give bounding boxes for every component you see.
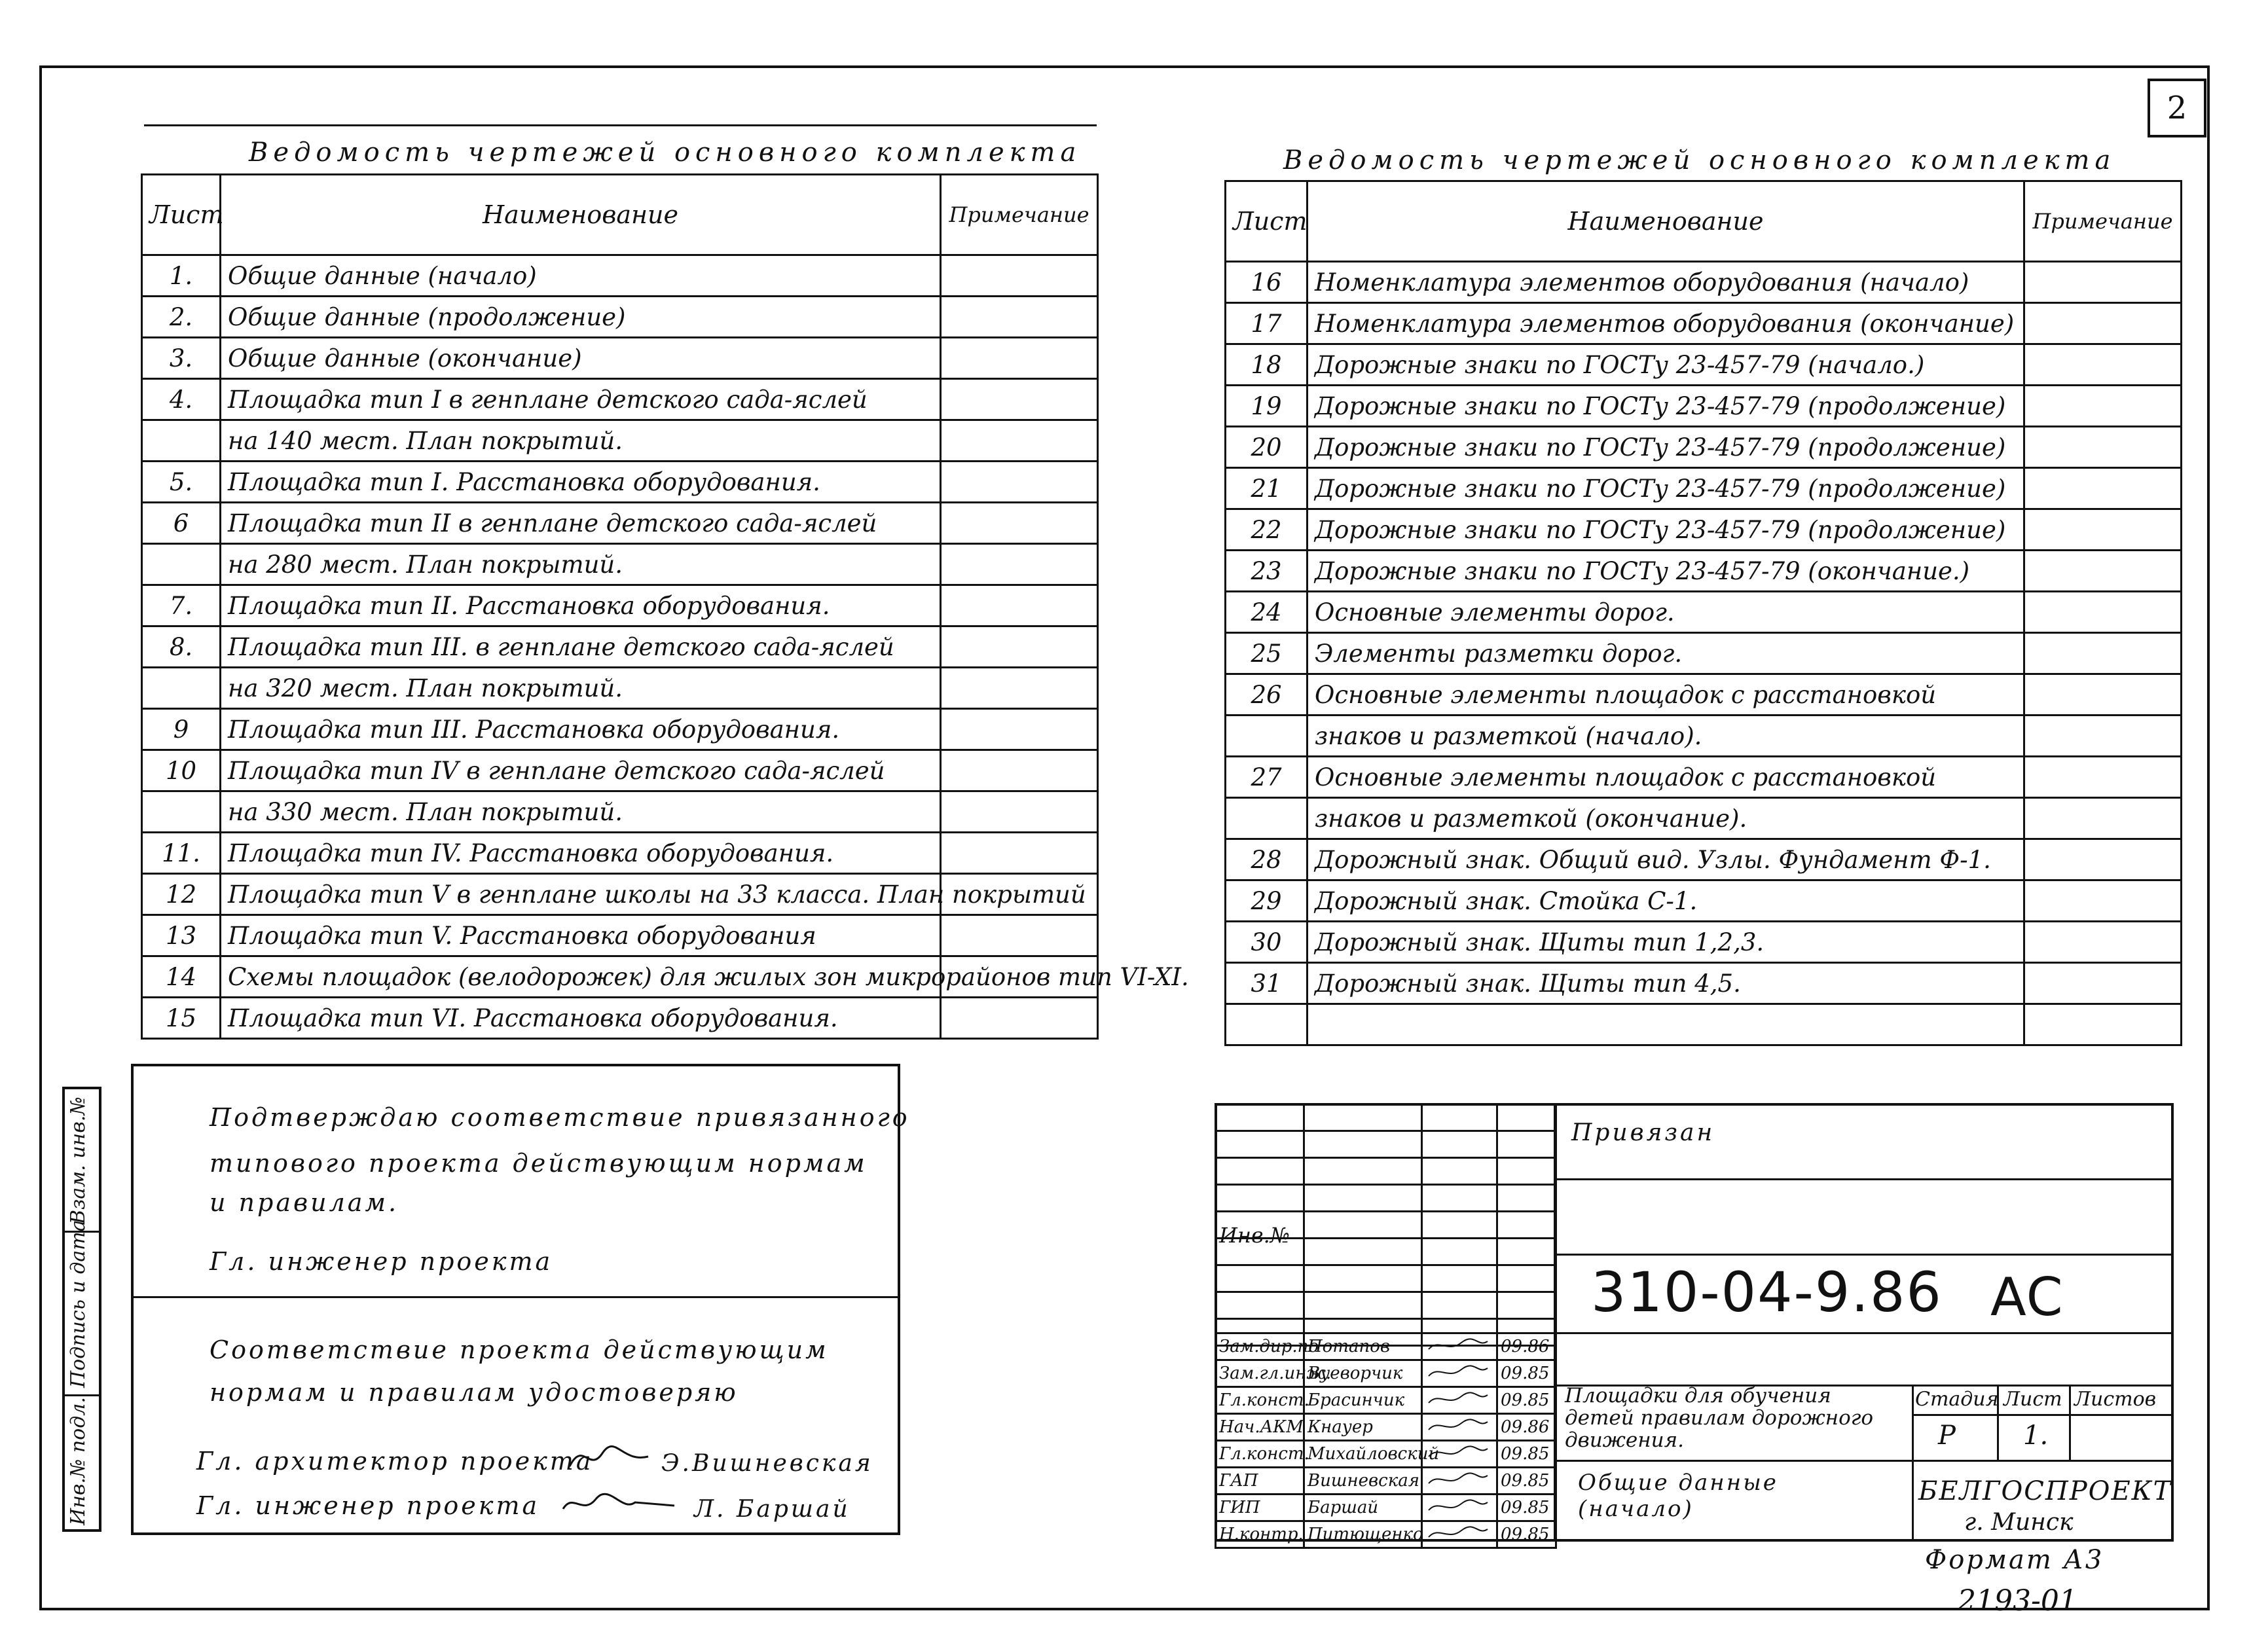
table-row xyxy=(142,544,1098,585)
organization: БЕЛГОСПРОЕКТ xyxy=(1918,1476,2172,1506)
sheet-title-cell: Дорожный знак. Стойка С-1. xyxy=(1308,880,2024,922)
header-name: Наименование xyxy=(1308,181,2024,262)
sheet-title-cell: на 280 мест. План покрытий. xyxy=(221,544,941,585)
person-name: Михайловский xyxy=(1304,1441,1422,1468)
note-cell xyxy=(941,833,1098,874)
note-cell xyxy=(2024,551,2182,592)
sheet-title-cell: Площадка тип I. Расстановка оборудования. xyxy=(221,462,941,503)
architect-role: Гл. архитектор проекта xyxy=(196,1447,594,1476)
person-date: 09.85 xyxy=(1497,1387,1556,1414)
person-role: Зам.дир.по xyxy=(1216,1333,1304,1360)
stamp-empty-cell xyxy=(1304,1239,1422,1265)
sheet-number-cell: 9 xyxy=(142,709,221,750)
stamp-empty-row xyxy=(1216,1104,1556,1131)
person-name: Баршай xyxy=(1304,1495,1422,1521)
stamp-empty-cell xyxy=(1497,1265,1556,1292)
table-row xyxy=(142,420,1098,462)
object-name: Площадки для обучения детей правилам дорожного движения. xyxy=(1565,1384,1874,1452)
stamp-stage-div2 xyxy=(2069,1385,2071,1460)
table-row xyxy=(142,998,1098,1039)
person-name: Вишневская xyxy=(1304,1468,1422,1495)
side-label-replacement: Взам. инв.№ xyxy=(67,1096,90,1224)
person-name: Питющенко xyxy=(1304,1521,1422,1548)
stamp-empty-cell xyxy=(1497,1104,1556,1131)
table-row xyxy=(142,338,1098,379)
stamp-vertical-divider xyxy=(1554,1103,1556,1542)
sheet-number-cell: 25 xyxy=(1226,633,1308,674)
note-cell xyxy=(941,462,1098,503)
sheet-label: Лист xyxy=(2003,1388,2062,1411)
confirm-engineer: Гл. инженер проекта xyxy=(210,1247,553,1276)
stamp-empty-cell xyxy=(1304,1292,1422,1319)
header-sheet: Лист xyxy=(1226,181,1308,262)
person-signature xyxy=(1422,1495,1497,1521)
sheet-title-cell: Дорожный знак. Общий вид. Узлы. Фундамент Ф-1. xyxy=(1308,839,2024,880)
right-drawing-list xyxy=(1224,180,2182,1046)
table-row xyxy=(142,503,1098,544)
sheet-title-cell: знаков и разметкой (начало). xyxy=(1308,716,2024,757)
sheet-title-cell: на 140 мест. План покрытий. xyxy=(221,420,941,462)
confirmation-divider xyxy=(131,1296,900,1298)
stamp-empty-cell xyxy=(1216,1185,1304,1212)
sheet-name: Общие данные (начало) xyxy=(1578,1470,1778,1522)
stamp-line-2 xyxy=(1554,1254,2174,1256)
stage-label: Стадия xyxy=(1915,1388,1999,1411)
sheet-number-box xyxy=(2148,79,2206,137)
sheet-number-cell xyxy=(1226,716,1308,757)
person-date: 09.85 xyxy=(1497,1360,1556,1387)
stamp-empty-cell xyxy=(1422,1104,1497,1131)
note-cell xyxy=(2024,716,2182,757)
sheet-number-cell: 15 xyxy=(142,998,221,1039)
stamp-empty-row xyxy=(1216,1265,1556,1292)
person-role: Нач.АКМ xyxy=(1216,1414,1304,1441)
sheet-number-cell: 23 xyxy=(1226,551,1308,592)
sheet-title-cell: Основные элементы площадок с расстановкой xyxy=(1308,674,2024,716)
table-row xyxy=(1226,551,2182,592)
stamp-empty-row xyxy=(1216,1131,1556,1158)
sheet-title-cell: Дорожные знаки по ГОСТу 23-457-79 (начало.) xyxy=(1308,344,2024,386)
table-row xyxy=(142,956,1098,998)
table-row xyxy=(142,668,1098,709)
stamp-person-row xyxy=(1216,1468,1556,1495)
sheet-number-cell: 1. xyxy=(142,255,221,297)
signature-scribble xyxy=(1425,1362,1491,1381)
signature-scribble xyxy=(1425,1469,1491,1489)
cert-line-1: Соответствие проекта действующим xyxy=(210,1335,829,1364)
table-row xyxy=(1226,798,2182,839)
stamp-empty-cell xyxy=(1497,1239,1556,1265)
sheet-number-cell: 20 xyxy=(1226,427,1308,468)
stamp-line-1 xyxy=(1554,1178,2174,1180)
sheet-number-cell: 6 xyxy=(142,503,221,544)
confirm-line-3: и правилам. xyxy=(210,1188,399,1217)
sheet-number-cell: 12 xyxy=(142,874,221,915)
table-row xyxy=(142,874,1098,915)
table-row xyxy=(142,379,1098,420)
stamp-empty-row xyxy=(1216,1292,1556,1319)
sheet-number-cell: 21 xyxy=(1226,468,1308,509)
header-note: Примечание xyxy=(941,175,1098,255)
person-name: Потапов xyxy=(1304,1333,1422,1360)
person-signature xyxy=(1422,1521,1497,1548)
sheet-number-cell xyxy=(142,668,221,709)
note-cell xyxy=(941,998,1098,1039)
signature-scribble xyxy=(1425,1442,1491,1462)
stamp-empty-cell xyxy=(1304,1158,1422,1185)
stamp-person-row xyxy=(1216,1441,1556,1468)
signature-scribble xyxy=(1425,1335,1491,1354)
note-cell xyxy=(2024,427,2182,468)
stamp-stage-line xyxy=(1912,1414,2174,1416)
stamp-empty-cell xyxy=(1497,1212,1556,1239)
table-row xyxy=(1226,674,2182,716)
sheet-title-cell: Дорожные знаки по ГОСТу 23-457-79 (продолжение) xyxy=(1308,386,2024,427)
sheet-number-cell: 16 xyxy=(1226,262,1308,303)
side-label-inventory: Инв.№ подл. xyxy=(67,1397,90,1525)
stamp-empty-cell xyxy=(1304,1131,1422,1158)
table-row xyxy=(1226,963,2182,1004)
engineer-signature xyxy=(557,1483,681,1522)
person-role: Н.контр. xyxy=(1216,1521,1304,1548)
confirm-line-1: Подтверждаю соответствие привязанного xyxy=(210,1103,910,1132)
stamp-empty-cell xyxy=(1422,1131,1497,1158)
sheet-title-cell: Дорожные знаки по ГОСТу 23-457-79 (продолжение) xyxy=(1308,427,2024,468)
sheet-number-cell: 24 xyxy=(1226,592,1308,633)
person-role: Гл.конст. xyxy=(1216,1441,1304,1468)
note-cell xyxy=(2024,303,2182,344)
sheet-title-cell: Площадка тип II в генплане детского сада-яслей xyxy=(221,503,941,544)
architect-signature xyxy=(563,1434,655,1479)
note-cell xyxy=(2024,798,2182,839)
stamp-empty-cell xyxy=(1497,1185,1556,1212)
stamp-empty-cell xyxy=(1497,1292,1556,1319)
sheet-number-cell: 2. xyxy=(142,297,221,338)
left-table-title: Ведомость чертежей основного комплекта xyxy=(249,137,1082,168)
note-cell xyxy=(2024,344,2182,386)
sheet-number-cell: 8. xyxy=(142,626,221,668)
stamp-person-row xyxy=(1216,1387,1556,1414)
stamp-empty-cell xyxy=(1304,1265,1422,1292)
sheet-title-cell: Площадка тип I в генплане детского сада-яслей xyxy=(221,379,941,420)
note-cell xyxy=(2024,839,2182,880)
signature-scribble xyxy=(1425,1496,1491,1515)
sheet-title-cell: Схемы площадок (велодорожек) для жилых зон микрорайонов тип VI-XI. xyxy=(221,956,941,998)
note-cell xyxy=(2024,592,2182,633)
table-row xyxy=(1226,922,2182,963)
sheet-title-cell: Дорожные знаки по ГОСТу 23-457-79 (продолжение) xyxy=(1308,468,2024,509)
table-row xyxy=(1226,592,2182,633)
person-signature xyxy=(1422,1360,1497,1387)
table-row xyxy=(142,833,1098,874)
sheet-title-cell: Площадка тип V. Расстановка оборудования xyxy=(221,915,941,956)
note-cell xyxy=(941,668,1098,709)
note-cell xyxy=(941,791,1098,833)
stamp-mid-divider xyxy=(1912,1385,1914,1542)
note-cell xyxy=(2024,1004,2182,1045)
signature-scribble xyxy=(1425,1415,1491,1435)
person-signature xyxy=(1422,1387,1497,1414)
sheet-title-cell: Элементы разметки дорог. xyxy=(1308,633,2024,674)
sheet-number-cell xyxy=(142,791,221,833)
stamp-empty-cell xyxy=(1422,1158,1497,1185)
sheet-title-cell: Площадка тип III. в генплане детского сада-яслей xyxy=(221,626,941,668)
sheet-number-cell: 30 xyxy=(1226,922,1308,963)
stage-value: Р xyxy=(1938,1421,1956,1451)
note-cell xyxy=(941,544,1098,585)
stamp-empty-cell xyxy=(1422,1185,1497,1212)
table-row xyxy=(142,626,1098,668)
sheet-title-cell: знаков и разметкой (окончание). xyxy=(1308,798,2024,839)
table-row xyxy=(1226,386,2182,427)
note-cell xyxy=(941,750,1098,791)
header-note: Примечание xyxy=(2024,181,2182,262)
sheet-number: 2 xyxy=(2167,90,2187,126)
sheet-title-cell: Площадка тип II. Расстановка оборудования. xyxy=(221,585,941,626)
side-divider-2 xyxy=(62,1394,101,1396)
archive-number: 2193-01 xyxy=(1958,1584,2077,1618)
table-row xyxy=(1226,839,2182,880)
table-row xyxy=(142,791,1098,833)
table-row xyxy=(1226,1004,2182,1045)
note-cell xyxy=(2024,757,2182,798)
note-cell xyxy=(941,338,1098,379)
person-signature xyxy=(1422,1333,1497,1360)
person-date: 09.85 xyxy=(1497,1521,1556,1548)
sheet-title-cell: на 320 мест. План покрытий. xyxy=(221,668,941,709)
sheet-title-cell: Площадка тип VI. Расстановка оборудования. xyxy=(221,998,941,1039)
sheet-title-cell: Площадка тип V в генплане школы на 33 класса. План покрытий xyxy=(221,874,941,915)
person-role: ГАП xyxy=(1216,1468,1304,1495)
sheet-number-cell: 26 xyxy=(1226,674,1308,716)
sheet-number-cell: 3. xyxy=(142,338,221,379)
person-date: 09.85 xyxy=(1497,1495,1556,1521)
table-row xyxy=(142,709,1098,750)
stamp-empty-row xyxy=(1216,1158,1556,1185)
table-row xyxy=(1226,262,2182,303)
sheet-number-cell: 22 xyxy=(1226,509,1308,551)
sheet-title-cell: Площадка тип IV. Расстановка оборудования. xyxy=(221,833,941,874)
sheet-number-cell: 28 xyxy=(1226,839,1308,880)
sheets-label: Листов xyxy=(2074,1388,2157,1411)
sheet-number-cell: 10 xyxy=(142,750,221,791)
note-cell xyxy=(941,379,1098,420)
stamp-empty-row xyxy=(1216,1185,1556,1212)
sheet-number-cell xyxy=(142,544,221,585)
stamp-empty-cell xyxy=(1422,1239,1497,1265)
stamp-empty-cell xyxy=(1422,1292,1497,1319)
sheet-number-cell: 14 xyxy=(142,956,221,998)
drawing-mark: АС xyxy=(1990,1267,2063,1328)
stamp-empty-cell xyxy=(1216,1104,1304,1131)
sheet-number-cell xyxy=(142,420,221,462)
sheet-number-cell: 31 xyxy=(1226,963,1308,1004)
stamp-person-row xyxy=(1216,1360,1556,1387)
sheet-number-cell: 7. xyxy=(142,585,221,626)
left-title-rule xyxy=(144,124,1097,126)
sheet-title-cell: Номенклатура элементов оборудования (начало) xyxy=(1308,262,2024,303)
note-cell xyxy=(2024,468,2182,509)
signature-scribble xyxy=(1425,1388,1491,1408)
note-cell xyxy=(941,626,1098,668)
note-cell xyxy=(941,709,1098,750)
sheet-title-cell: Общие данные (продолжение) xyxy=(221,297,941,338)
note-cell xyxy=(941,420,1098,462)
table-row xyxy=(1226,427,2182,468)
person-signature xyxy=(1422,1414,1497,1441)
table-row xyxy=(142,585,1098,626)
note-cell xyxy=(2024,509,2182,551)
table-row xyxy=(142,462,1098,503)
table-row xyxy=(1226,880,2182,922)
note-cell xyxy=(2024,880,2182,922)
table-row xyxy=(1226,716,2182,757)
side-label-signature: Подпись и дата xyxy=(67,1220,90,1388)
header-name: Наименование xyxy=(221,175,941,255)
inventory-number-label: Инв.№ xyxy=(1219,1223,1290,1248)
note-cell xyxy=(2024,674,2182,716)
note-cell xyxy=(941,297,1098,338)
sheet-number-cell xyxy=(1226,798,1308,839)
person-role: Зам.гл.инж. xyxy=(1216,1360,1304,1387)
person-date: 09.85 xyxy=(1497,1441,1556,1468)
sheet-title-cell: Общие данные (окончание) xyxy=(221,338,941,379)
table-row xyxy=(142,255,1098,297)
stamp-empty-cell xyxy=(1216,1131,1304,1158)
sheet-number-cell: 4. xyxy=(142,379,221,420)
table-row xyxy=(142,750,1098,791)
person-name: Вуеворчик xyxy=(1304,1360,1422,1387)
stamp-empty-cell xyxy=(1497,1158,1556,1185)
person-signature xyxy=(1422,1468,1497,1495)
format-label: Формат А3 xyxy=(1925,1545,2104,1575)
sheet-title-cell: Дорожный знак. Щиты тип 1,2,3. xyxy=(1308,922,2024,963)
note-cell xyxy=(941,585,1098,626)
sheet-number-cell: 5. xyxy=(142,462,221,503)
engineer-role: Гл. инженер проекта xyxy=(196,1491,540,1520)
note-cell xyxy=(2024,963,2182,1004)
sheet-number-cell: 19 xyxy=(1226,386,1308,427)
sheet-title-cell: Площадка тип IV в генплане детского сада-яслей xyxy=(221,750,941,791)
sheet-title-cell: на 330 мест. План покрытий. xyxy=(221,791,941,833)
stamp-empty-cell xyxy=(1216,1265,1304,1292)
sheet-title-cell: Дорожный знак. Щиты тип 4,5. xyxy=(1308,963,2024,1004)
sheet-title-cell: Номенклатура элементов оборудования (окончание) xyxy=(1308,303,2024,344)
table-row xyxy=(1226,468,2182,509)
stamp-empty-cell xyxy=(1422,1265,1497,1292)
stamp-people xyxy=(1215,1332,1557,1549)
sheet-number-cell: 17 xyxy=(1226,303,1308,344)
stamp-empty-cell xyxy=(1304,1104,1422,1131)
sheet-number-cell xyxy=(1226,1004,1308,1045)
sheet-title-cell: Дорожные знаки по ГОСТу 23-457-79 (окончание.) xyxy=(1308,551,2024,592)
stamp-person-row xyxy=(1216,1414,1556,1441)
person-date: 09.86 xyxy=(1497,1333,1556,1360)
sheet-number-cell: 18 xyxy=(1226,344,1308,386)
table-row xyxy=(142,915,1098,956)
project-code: 310-04-9.86 xyxy=(1591,1260,1943,1324)
sheet-number-cell: 27 xyxy=(1226,757,1308,798)
city: г. Минск xyxy=(1964,1509,2074,1536)
sheet-title-cell: Дорожные знаки по ГОСТу 23-457-79 (продолжение) xyxy=(1308,509,2024,551)
person-role: Гл.конст. xyxy=(1216,1387,1304,1414)
stamp-empty-cell xyxy=(1216,1292,1304,1319)
table-row xyxy=(1226,303,2182,344)
stamp-person-row xyxy=(1216,1495,1556,1521)
stamp-line-3 xyxy=(1554,1332,2174,1334)
sheet-number-cell: 29 xyxy=(1226,880,1308,922)
table-row xyxy=(142,297,1098,338)
stamp-empty-cell xyxy=(1497,1131,1556,1158)
person-name: Брасинчик xyxy=(1304,1387,1422,1414)
note-cell xyxy=(941,503,1098,544)
sheet-title-cell xyxy=(1308,1004,2024,1045)
sheet-title-cell: Основные элементы площадок с расстановкой xyxy=(1308,757,2024,798)
person-role: ГИП xyxy=(1216,1495,1304,1521)
privyazan-label: Привязан xyxy=(1571,1119,1715,1146)
sheet-title-cell: Основные элементы дорог. xyxy=(1308,592,2024,633)
sheet-value: 1. xyxy=(2023,1421,2049,1451)
stamp-empty-cell xyxy=(1304,1185,1422,1212)
signature-scribble xyxy=(1425,1523,1491,1542)
note-cell xyxy=(2024,633,2182,674)
person-signature xyxy=(1422,1441,1497,1468)
note-cell xyxy=(941,915,1098,956)
person-name: Кнауер xyxy=(1304,1414,1422,1441)
left-drawing-list xyxy=(141,173,1189,1040)
stamp-empty-cell xyxy=(1216,1158,1304,1185)
table-row xyxy=(1226,633,2182,674)
table-row xyxy=(1226,757,2182,798)
cert-line-2: нормам и правилам удостоверяю xyxy=(210,1378,739,1407)
person-date: 09.85 xyxy=(1497,1468,1556,1495)
stamp-person-row xyxy=(1216,1521,1556,1548)
table-row xyxy=(1226,509,2182,551)
note-cell xyxy=(941,255,1098,297)
table-row xyxy=(1226,344,2182,386)
engineer-name: Л. Баршай xyxy=(694,1496,850,1523)
stamp-line-5 xyxy=(1554,1460,2174,1462)
stamp-empty-cell xyxy=(1422,1212,1497,1239)
stamp-person-row xyxy=(1216,1333,1556,1360)
right-table-title: Ведомость чертежей основного комплекта xyxy=(1283,145,2116,175)
architect-name: Э.Вишневская xyxy=(661,1450,873,1477)
note-cell xyxy=(2024,922,2182,963)
sheet-number-cell: 11. xyxy=(142,833,221,874)
sheet-number-cell: 13 xyxy=(142,915,221,956)
confirm-line-2: типового проекта действующим нормам xyxy=(210,1149,868,1178)
sheet-title-cell: Общие данные (начало) xyxy=(221,255,941,297)
note-cell xyxy=(2024,262,2182,303)
sheet-title-cell: Площадка тип III. Расстановка оборудования. xyxy=(221,709,941,750)
person-date: 09.86 xyxy=(1497,1414,1556,1441)
stamp-empty-cell xyxy=(1304,1212,1422,1239)
note-cell xyxy=(2024,386,2182,427)
header-sheet: Лист xyxy=(142,175,221,255)
